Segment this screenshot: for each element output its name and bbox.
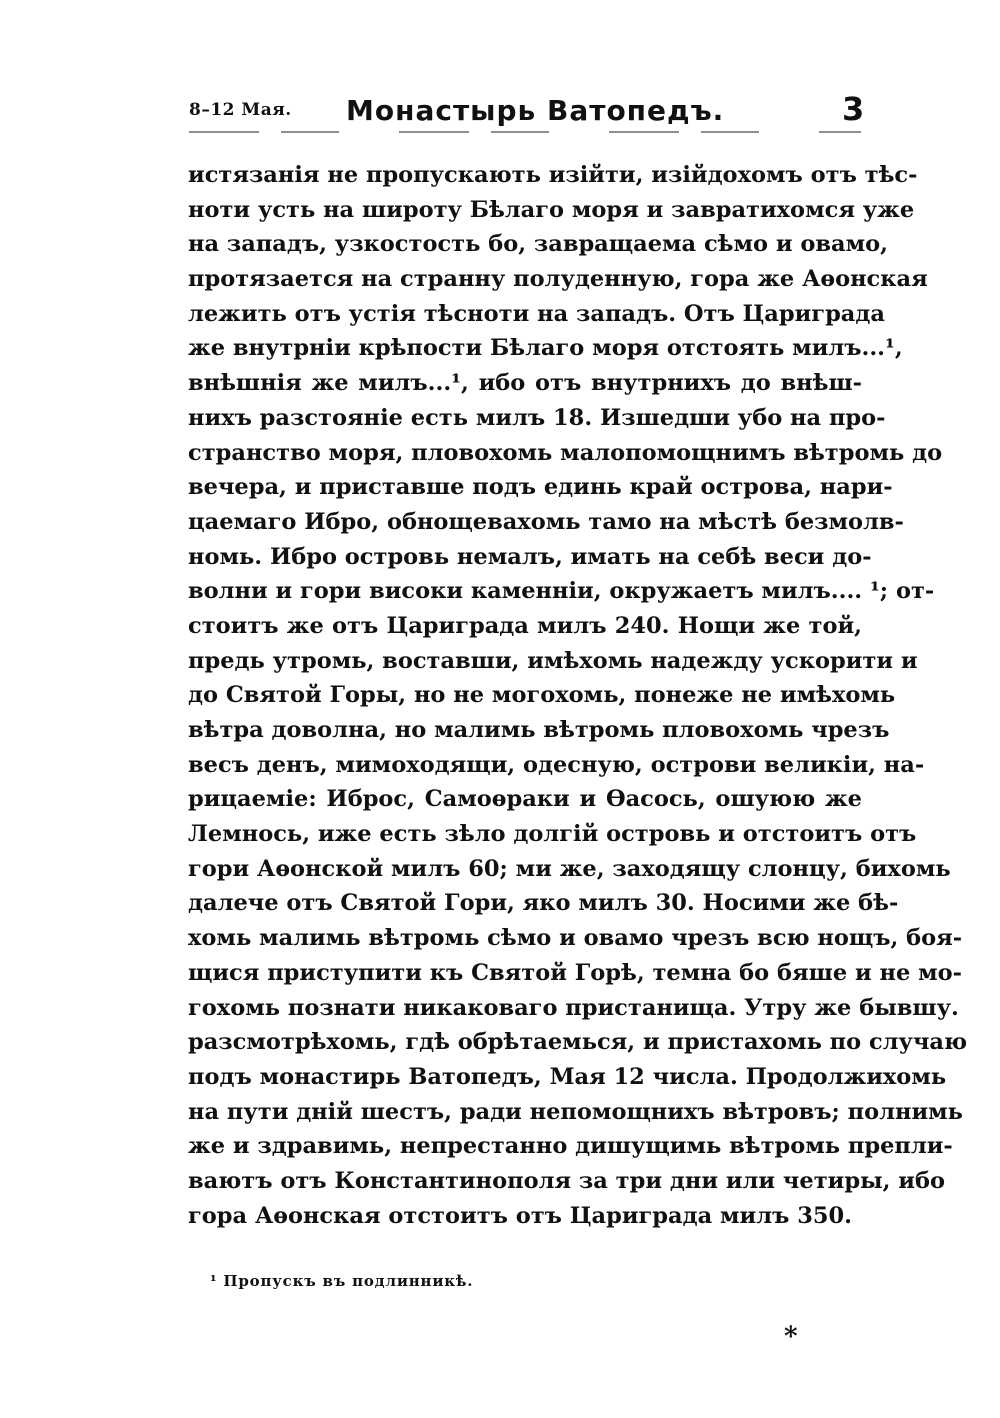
body-text (188, 158, 968, 1233)
running-header-date: 8–12 Мая. (189, 100, 292, 120)
running-header-title: Монастырь Ватопедъ. (346, 94, 725, 127)
text-line: протязается на странну полуденную, гора же Аѳонская (188, 266, 928, 293)
text-line: далече отъ Святой Гори, яко милъ 30. Носими же бѣ- (188, 890, 899, 917)
signature-mark: * (784, 1322, 798, 1352)
text-line: волни и гори високи каменніи, окружаетъ милъ.... ¹; от- (188, 578, 935, 605)
text-line: подъ монастирь Ватопедъ, Мая 12 числа. Продолжихомь (188, 1063, 947, 1090)
text-line: Лемнось, иже есть зѣло долгій островь и отстоитъ отъ (188, 821, 917, 848)
text-line: ваютъ отъ Константинополя за три дни или четиры, ибо (188, 1167, 945, 1194)
text-line: гори Аѳонской милъ 60; ми же, заходящу слонцу, бихомь (188, 855, 951, 882)
text-line: вѣтра доволна, но малимь вѣтромь пловохомь чрезъ (188, 717, 890, 743)
text-line: вечера, и приставше подъ единь край острова, нари- (188, 474, 893, 501)
text-line: цаемаго Ибро, обнощевахомь тамо на мѣстѣ безмолв- (188, 508, 904, 535)
page-number: 3 (842, 90, 865, 128)
text-line: номь. Ибро островь немалъ, имать на себѣ веси до- (188, 543, 872, 570)
text-line: гохомь познати никаковаго пристанища. Утру же бывшу. (188, 994, 959, 1021)
text-line: хомь малимь вѣтромь сѣмо и овамо чрезъ всю нощъ, боя- (188, 925, 963, 952)
text-line: же и здравимь, непрестанно дишущимь вѣтромь препли- (188, 1133, 953, 1160)
text-line: до Святой Горы, но не могохомь, понеже не имѣхомь (188, 682, 896, 709)
text-line: ноти усть на широту Бѣлаго моря и завратихомся уже (188, 196, 915, 223)
text-line: истязанія не пропускають изійти, изійдохомъ отъ тѣс- (188, 162, 918, 188)
text-line: разсмотрѣхомь, гдѣ обрѣтаемься, и пристахомь по случаю (188, 1029, 968, 1056)
footnote: ¹ Пропускъ въ подлинникѣ. (210, 1272, 474, 1290)
text-line: на западъ, узкостость бо, завращаема сѣмо и овамо, (188, 231, 888, 258)
text-line: же внутрніи крѣпости Бѣлаго моря отстоять милъ...¹, (188, 335, 903, 362)
text-line: весъ денъ, мимоходящи, одесную, острови великіи, на- (188, 751, 925, 778)
text-line: странство моря, пловохомь малопомощнимъ вѣтромь до (188, 439, 943, 466)
text-line: на пути днiй шестъ, ради непомощнихъ вѣтровъ; полнимь (188, 1098, 963, 1125)
text-line: внѣшнія же милъ...¹, ибо отъ внутрнихъ до внѣш- (188, 370, 862, 397)
text-line: рицаеміе: Иброс, Самоѳраки и Ѳасось, ошуюю же (188, 786, 862, 813)
text-line: щися приступити къ Святой Горѣ, темна бо бяше и не мо- (188, 959, 962, 986)
header-rule (189, 131, 861, 133)
text-line: предь утромь, воставши, имѣхомь надежду ускорити и (188, 647, 918, 674)
text-line: лежить отъ устія тѣсноти на западъ. Отъ Цариграда (188, 300, 885, 327)
text-line: нихъ разстояніе есть милъ 18. Изшедши убо на про- (188, 404, 886, 431)
text-line: гора Аѳонская отстоитъ отъ Цариграда милъ 350. (188, 1202, 853, 1229)
text-line: стоитъ же отъ Цариграда милъ 240. Нощи же той, (188, 612, 862, 639)
